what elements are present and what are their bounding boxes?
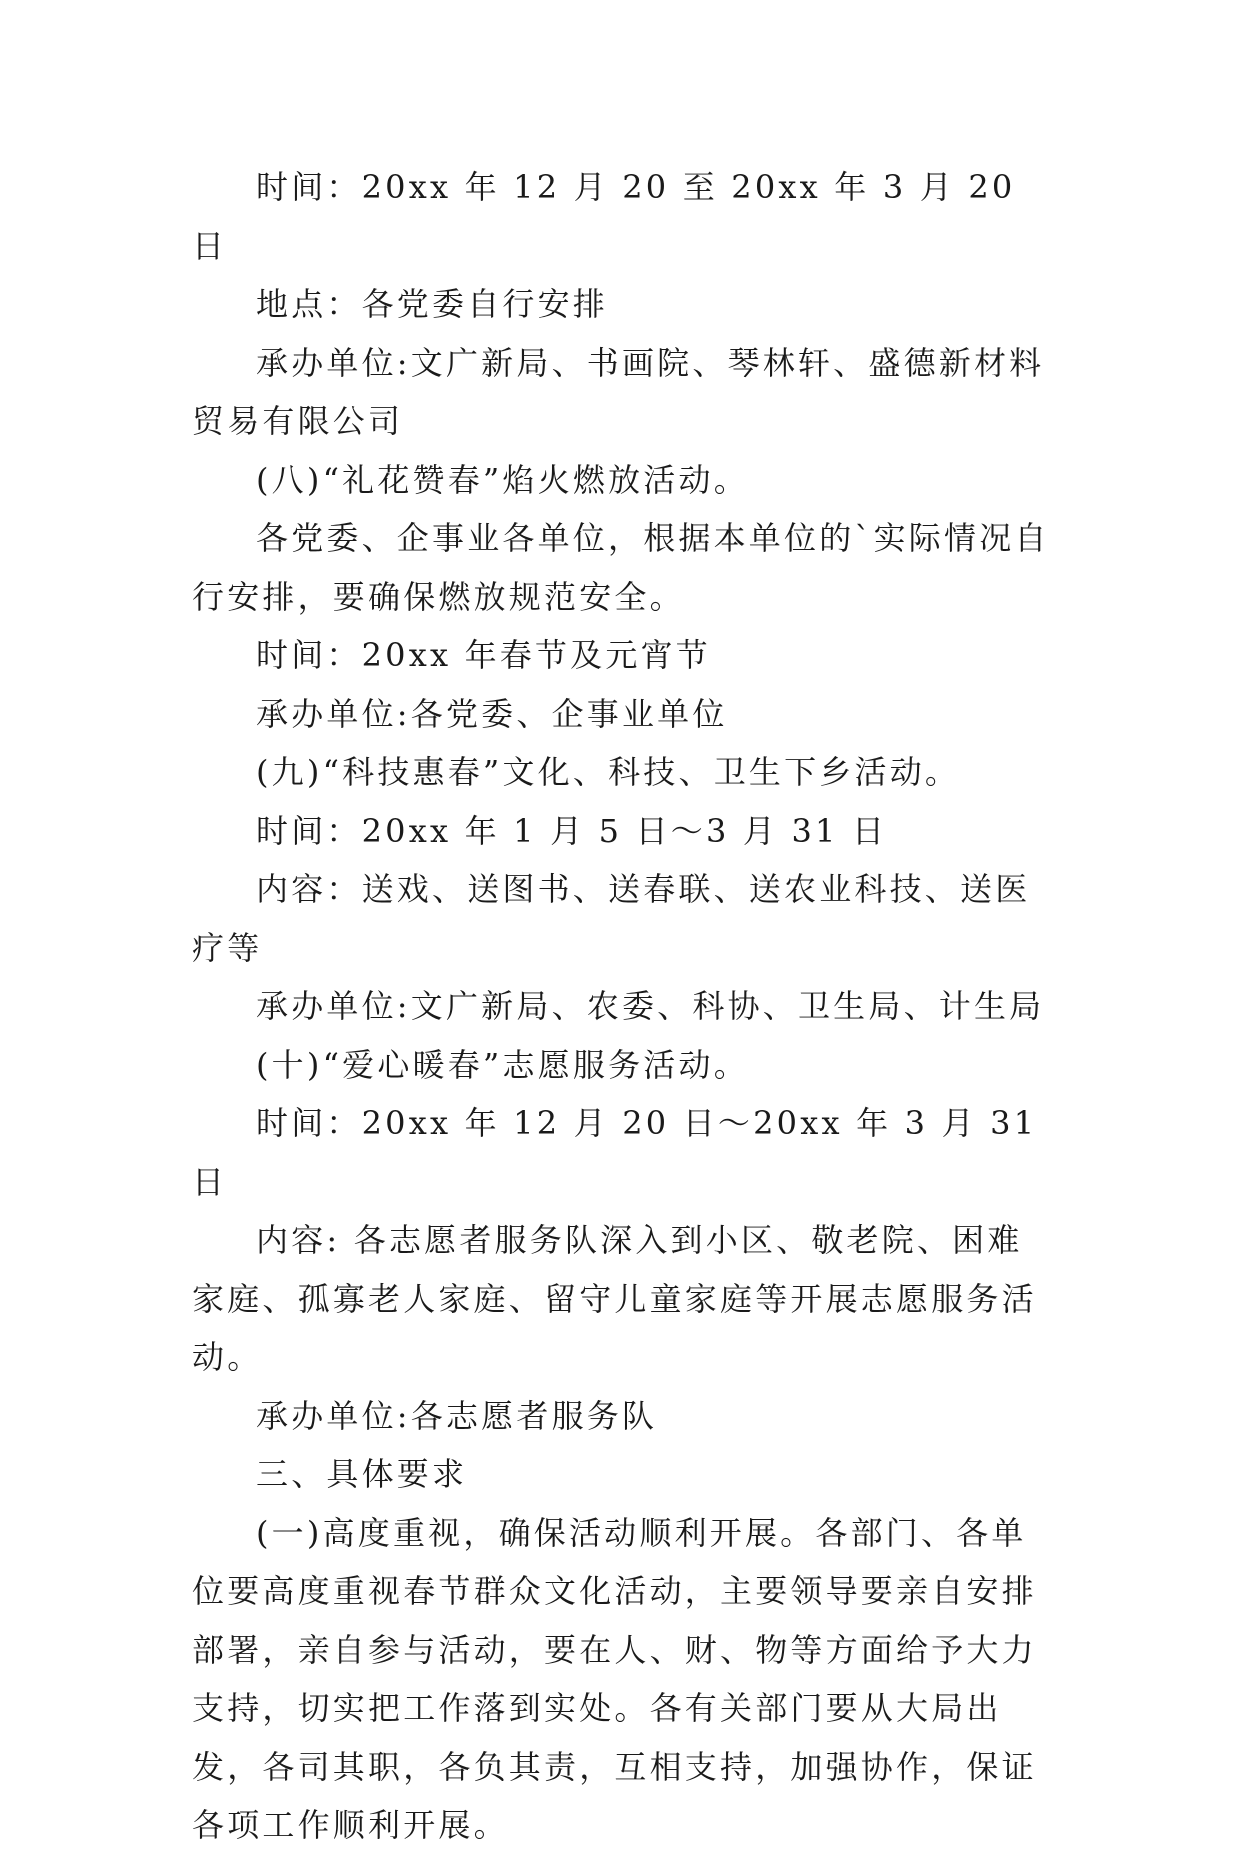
paragraph-time-3: 时间：20xx 年 1 月 5 日～3 月 31 日 (256, 811, 888, 850)
paragraph-organizer-1: 承办单位:文广新局、书画院、琴林轩、盛德新材料贸易有限公司 (192, 343, 1045, 440)
heading-item-9: (九)“科技惠春”文化、科技、卫生下乡活动。 (256, 753, 961, 791)
section-heading-requirements: 三、具体要求 (256, 1455, 468, 1493)
paragraph-time-1: 时间：20xx 年 12 月 20 至 20xx 年 3 月 20 日 (192, 168, 1016, 265)
paragraph-content-2: 内容: 各志愿者服务队深入到小区、敬老院、困难家庭、孤寡老人家庭、留守儿童家庭等开展志愿服务活动。 (192, 1221, 1037, 1376)
paragraph-content-1: 内容：送戏、送图书、送春联、送农业科技、送医疗等 (192, 870, 1031, 967)
paragraph-time-2: 时间：20xx 年春节及元宵节 (256, 636, 711, 674)
paragraph-fireworks-desc: 各党委、企事业各单位，根据本单位的`实际情况自行安排，要确保燃放规范安全。 (192, 519, 1050, 616)
paragraph-organizer-3: 承办单位:文广新局、农委、科协、卫生局、计生局 (256, 987, 1045, 1025)
heading-item-8: (八)“礼花赞春”焰火燃放活动。 (256, 460, 749, 499)
document-body (192, 158, 1052, 1855)
paragraph-organizer-4: 承办单位:各志愿者服务队 (256, 1396, 658, 1435)
paragraph-time-4: 时间：20xx 年 12 月 20 日～20xx 年 3 月 31 日 (192, 1104, 1038, 1201)
paragraph-location: 地点：各党委自行安排 (256, 285, 609, 323)
heading-item-10: (十)“爱心暖春”志愿服务活动。 (256, 1045, 749, 1084)
paragraph-organizer-2: 承办单位:各党委、企事业单位 (256, 694, 728, 733)
paragraph-requirement-1: (一)高度重视，确保活动顺利开展。各部门、各单位要高度重视春节群众文化活动，主要领导要亲自安排部署，亲自参与活动，要在人、财、物等方面给予大力支持，切实把工作落到实处。各有关部门要从大局出发，各司其职，各负其责，互相支持，加强协作，保证各项工作顺利开展。 (192, 1513, 1037, 1844)
